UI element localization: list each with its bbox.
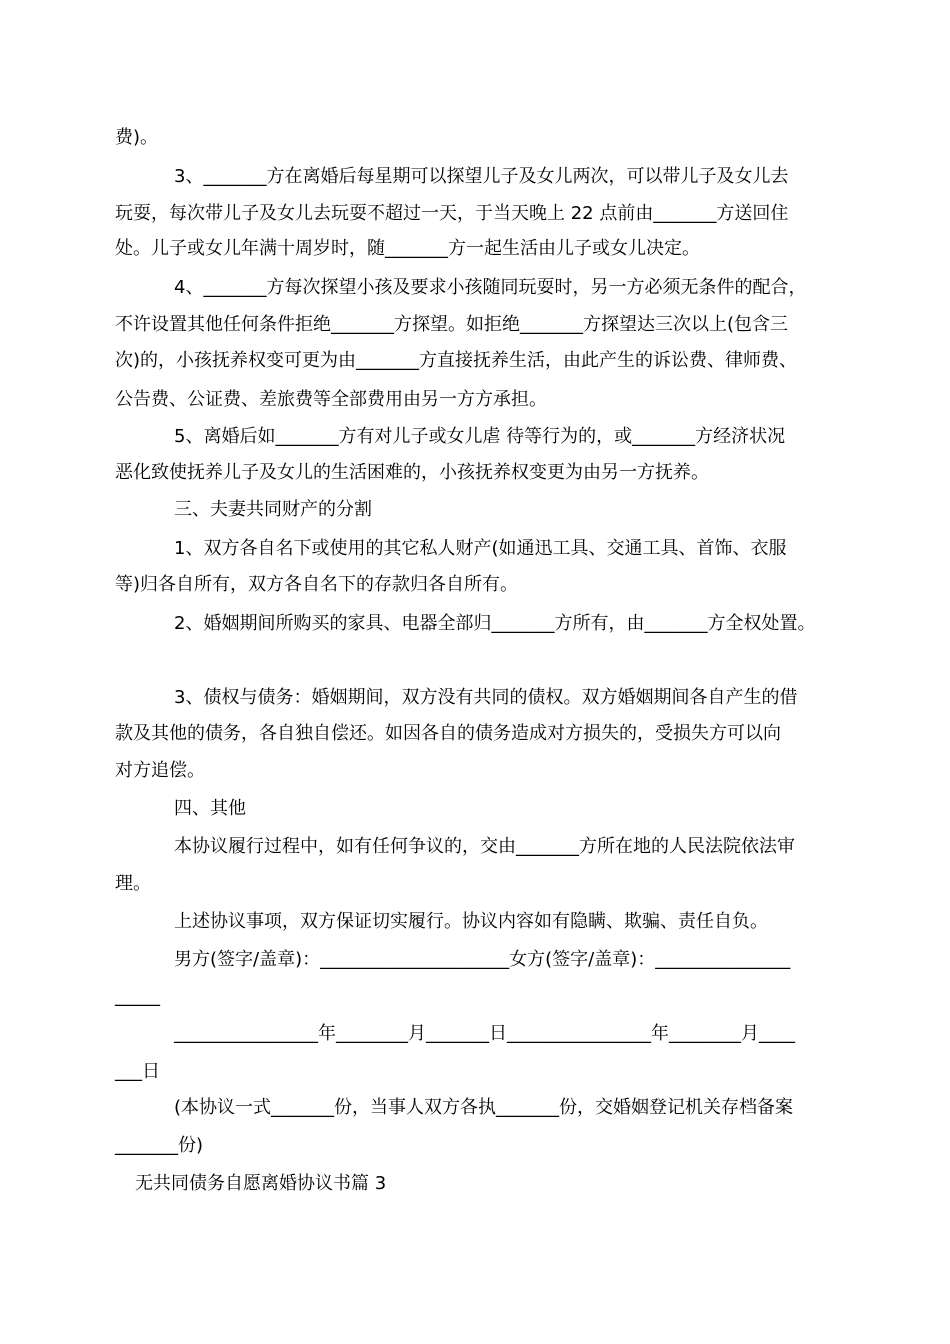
paragraph-line: 次)的，小孩抚养权变可更为由_______方直接抚养生活，由此产生的诉讼费、律师费、 — [115, 350, 798, 371]
paragraph-line: 款及其他的债务，各自独自偿还。如因各自的债务造成对方损失的，受损失方可以向 — [115, 723, 781, 744]
paragraph-line: 不许设置其他任何条件拒绝_______方探望。如拒绝_______方探望达三次以上(包含三 — [115, 314, 789, 335]
date-line: ________________年________月_______日________________年________月____ — [174, 1023, 795, 1044]
paragraph-line: 处。儿子或女儿年满十周岁时，随_______方一起生活由儿子或女儿决定。 — [115, 238, 700, 259]
section-heading: 四、其他 — [174, 798, 246, 819]
paragraph-line: 1、双方各自名下或使用的其它私人财产(如通迅工具、交通工具、首饰、衣服 — [174, 538, 787, 559]
section-title: 无共同债务自愿离婚协议书篇 3 — [135, 1173, 387, 1194]
paragraph-line: 3、_______方在离婚后每星期可以探望儿子及女儿两次，可以带儿子及女儿去 — [174, 166, 789, 187]
section-heading: 三、夫妻共同财产的分割 — [174, 499, 372, 520]
paragraph-line: 公告费、公证费、差旅费等全部费用由另一方方承担。 — [115, 389, 547, 410]
paragraph-line: 等)归各自所有，双方各自名下的存款归各自所有。 — [115, 574, 519, 595]
paragraph-line: _______份) — [115, 1135, 204, 1156]
paragraph-line: (本协议一式_______份，当事人双方各执_______份，交婚姻登记机关存档备案 — [174, 1097, 794, 1118]
paragraph-line: 本协议履行过程中，如有任何争议的，交由_______方所在地的人民法院依法审 — [174, 836, 795, 857]
signature-line: 男方(签字/盖章)：_____________________女方(签字/盖章)：_______________ — [174, 949, 791, 970]
paragraph-line: 4、_______方每次探望小孩及要求小孩随同玩耍时，另一方必须无条件的配合， — [174, 277, 807, 298]
paragraph-line: 对方追偿。 — [115, 760, 205, 781]
paragraph-line: 2、婚姻期间所购买的家具、电器全部归_______方所有，由_______方全权处置。 — [174, 613, 816, 634]
date-line: ___日 — [115, 1061, 160, 1082]
paragraph-line: 上述协议事项，双方保证切实履行。协议内容如有隐瞒、欺骗、责任自负。 — [174, 911, 768, 932]
paragraph-line: 玩耍，每次带儿子及女儿去玩耍不超过一天，于当天晚上 22 点前由_______方送回住 — [115, 203, 789, 224]
paragraph-line: 3、债权与债务：婚姻期间，双方没有共同的债权。双方婚姻期间各自产生的借 — [174, 687, 798, 708]
paragraph-line: 理。 — [115, 873, 151, 894]
paragraph-line: 费)。 — [115, 127, 159, 148]
paragraph-line: 5、离婚后如_______方有对儿子或女儿虐 待等行为的，或_______方经济状况 — [174, 426, 786, 447]
paragraph-line: 恶化致使抚养儿子及女儿的生活困难的，小孩抚养权变更为由另一方抚养。 — [115, 462, 709, 483]
signature-line: _____ — [115, 986, 160, 1007]
